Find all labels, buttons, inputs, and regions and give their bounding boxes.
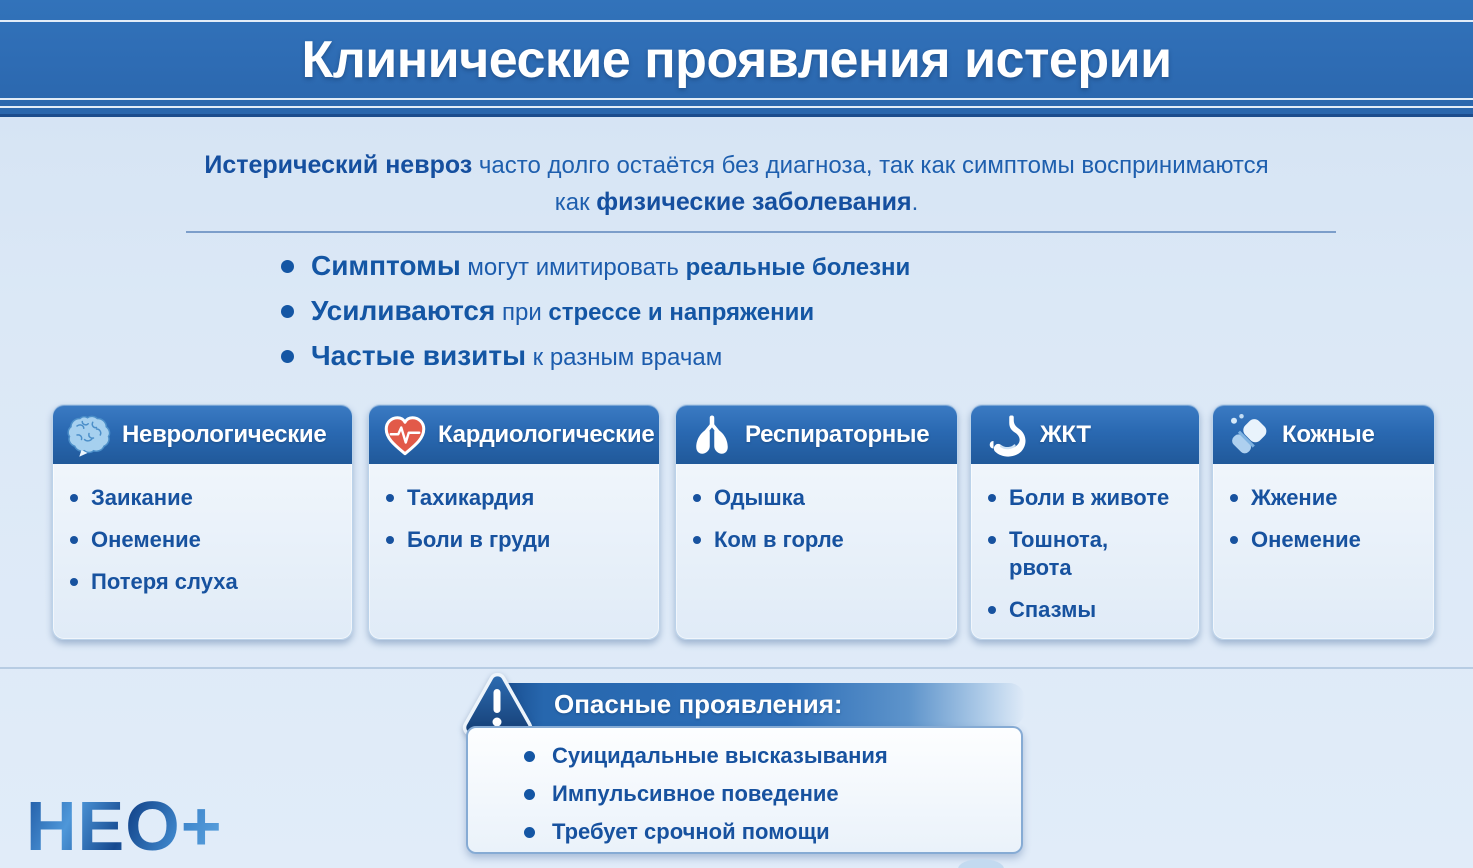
bullet-dot xyxy=(386,536,394,544)
decorative-arc xyxy=(958,859,1004,868)
intro-line2-start: как xyxy=(554,189,597,216)
card-title: Кожные xyxy=(1282,420,1375,448)
intro-bold-2: физические заболевания xyxy=(596,188,912,216)
list-item: Суицидальные высказывания xyxy=(524,742,1021,770)
bullet-dot xyxy=(281,305,294,318)
bullet-dot xyxy=(70,536,78,544)
list-item: Боли в груди xyxy=(386,526,647,554)
bullet-dot xyxy=(988,536,996,544)
bullet-dot xyxy=(524,751,535,762)
neo-plus-logo: НЕО+ xyxy=(26,787,223,865)
card-neurological xyxy=(52,404,353,640)
card-items xyxy=(369,464,659,554)
warning-title: Опасные проявления: xyxy=(554,689,843,719)
list-item: Одышка xyxy=(693,484,945,512)
list-item: Онемение xyxy=(1230,526,1422,554)
intro-line2-end: . xyxy=(911,189,919,216)
intro-bold-lead: Истерический невроз xyxy=(204,151,473,179)
card-cardiological xyxy=(368,404,660,640)
banner-divider-top xyxy=(0,20,1473,22)
list-item: Тахикардия xyxy=(386,484,647,512)
intro-line1: часто долго остаётся без диагноза, так как симптомы воспринимаются xyxy=(472,152,1269,179)
banner-divider-bottom-1 xyxy=(0,98,1473,100)
title-banner xyxy=(0,0,1473,117)
bullet-dot xyxy=(524,789,535,800)
card-skin xyxy=(1212,404,1435,640)
card-respiratory xyxy=(675,404,958,640)
card-header xyxy=(53,405,352,464)
list-item: Потеря слуха xyxy=(70,568,340,596)
card-items xyxy=(1213,464,1434,554)
bullet-dot xyxy=(524,827,535,838)
bullet-dot xyxy=(70,578,78,586)
card-gastrointestinal xyxy=(970,404,1200,640)
key-points-list xyxy=(281,249,910,384)
page-title: Клинические проявления истерии xyxy=(301,31,1172,89)
banner-divider-bottom-2 xyxy=(0,106,1473,108)
card-items xyxy=(971,464,1199,624)
warning-items xyxy=(468,728,1021,846)
list-item: Требует срочной помощи xyxy=(524,818,1021,846)
list-item: Онемение xyxy=(70,526,340,554)
bullet-dot xyxy=(281,260,294,273)
brain-icon xyxy=(65,411,113,459)
card-items xyxy=(676,464,957,554)
list-item: Жжение xyxy=(1230,484,1422,512)
intro-text xyxy=(0,147,1473,221)
key-point: Симптомы могут имитировать реальные болезни xyxy=(281,249,910,283)
list-item: Боли в животе xyxy=(988,484,1187,512)
bullet-dot xyxy=(988,606,996,614)
card-title: Кардиологические xyxy=(438,420,655,448)
bullet-dot xyxy=(693,536,701,544)
section-divider xyxy=(0,667,1473,669)
list-item: Спазмы xyxy=(988,596,1187,624)
card-title: Неврологические xyxy=(122,420,327,448)
warning-banner xyxy=(496,683,1025,726)
card-title: Респираторные xyxy=(745,420,930,448)
skin-patch-icon xyxy=(1225,411,1273,459)
bullet-dot xyxy=(988,494,996,502)
list-item: Заикание xyxy=(70,484,340,512)
bullet-dot xyxy=(281,350,294,363)
bullet-dot xyxy=(1230,536,1238,544)
card-items xyxy=(53,464,352,596)
list-item: Импульсивное поведение xyxy=(524,780,1021,808)
list-item: Ком в горле xyxy=(693,526,945,554)
card-title: ЖКТ xyxy=(1040,420,1091,448)
warning-box xyxy=(466,726,1023,854)
card-header xyxy=(369,405,659,464)
heart-ekg-icon xyxy=(381,411,429,459)
lungs-icon xyxy=(688,411,736,459)
card-header xyxy=(676,405,957,464)
key-point: Частые визиты к разным врачам xyxy=(281,339,910,373)
divider-line xyxy=(186,231,1336,233)
bullet-dot xyxy=(386,494,394,502)
bullet-dot xyxy=(70,494,78,502)
card-header xyxy=(1213,405,1434,464)
stomach-icon xyxy=(983,411,1031,459)
card-header xyxy=(971,405,1199,464)
key-point: Усиливаются при стрессе и напряжении xyxy=(281,294,910,328)
bullet-dot xyxy=(693,494,701,502)
list-item: Тошнота, рвота xyxy=(988,526,1187,582)
bullet-dot xyxy=(1230,494,1238,502)
